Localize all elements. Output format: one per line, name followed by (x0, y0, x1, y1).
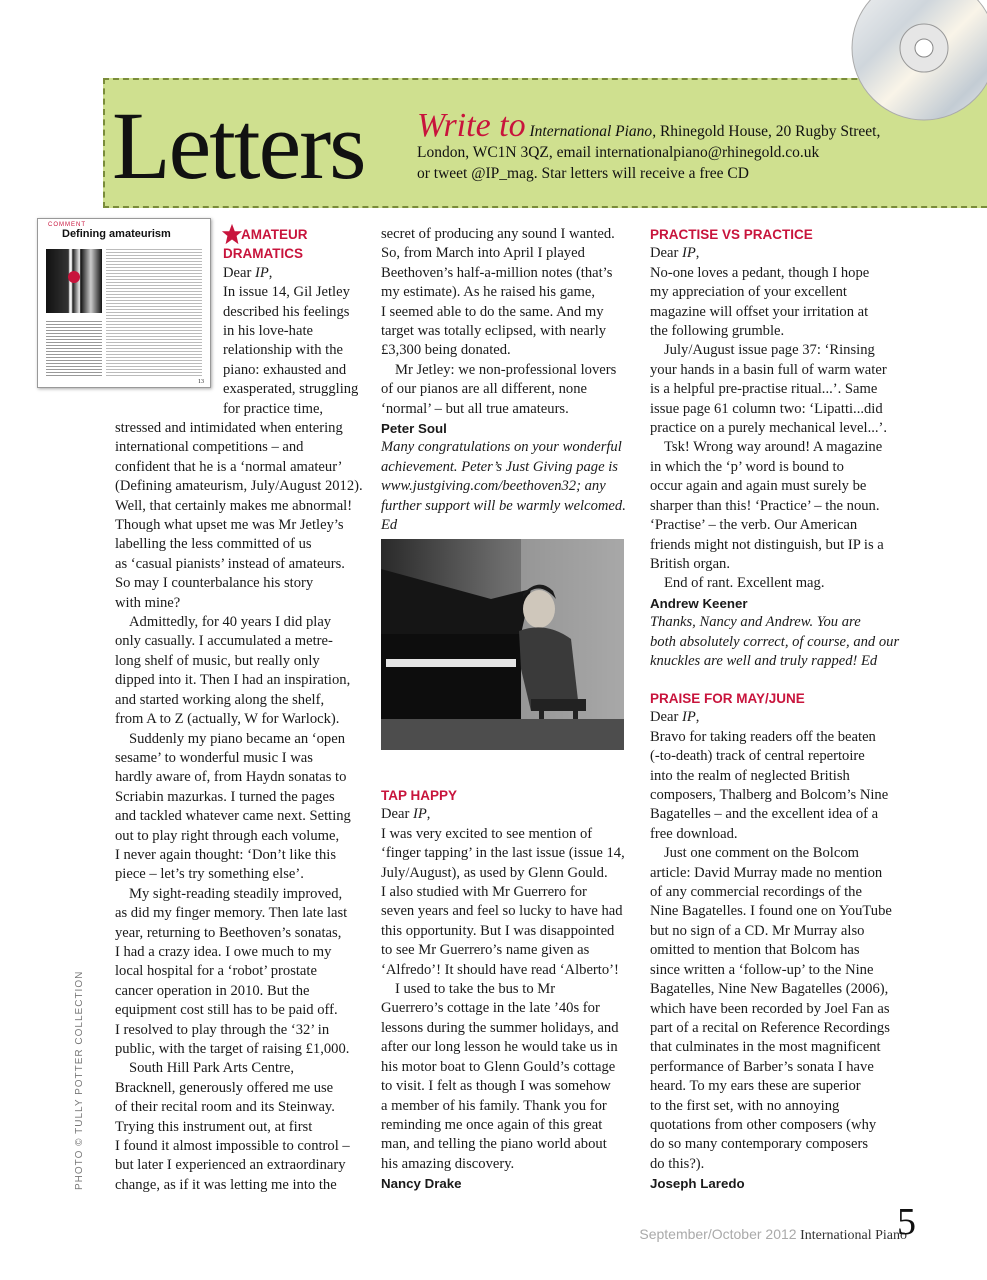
letter1-para1 (223, 283, 368, 419)
footer-magazine: International Piano (800, 1228, 907, 1243)
text-line: described his feelings (223, 303, 350, 320)
text-line: change, as if it was letting me into the (115, 1176, 337, 1193)
text-line: exasperated, struggling (223, 381, 359, 398)
letter1-cont-para1 (381, 225, 631, 361)
text-line: cancer operation in 2010. But the (115, 982, 310, 999)
text-line: lessons during the summer holidays, and (381, 1019, 619, 1036)
text-line: Tsk! Wrong way around! A magazine (664, 439, 883, 456)
text-line: sharper than this! ‘Practice’ – the noun. (650, 497, 880, 514)
letter1-salutation: Dear IP, (223, 264, 273, 281)
thumbnail-page-number: 13 (198, 379, 204, 385)
text-line: the following grumble. (650, 323, 785, 340)
text-line: into the realm of neglected British (650, 767, 850, 784)
text-line: Trying this instrument out, at first (115, 1118, 313, 1135)
photo-credit: PHOTO © TULLY POTTER COLLECTION (74, 970, 85, 1190)
thumbnail-heading: Defining amateurism (62, 228, 171, 240)
letter4-heading: PRAISE FOR MAY/JUNE (650, 691, 805, 706)
text-line: Beethoven’s half-a-million notes (that’s (381, 264, 613, 281)
text-line: Just one comment on the Bolcom (664, 845, 859, 862)
text-line: and tackled whatever came next. Setting (115, 808, 351, 825)
letter1-body (115, 419, 368, 1195)
text-line: composers, Thalberg and Bolcom’s Nine (650, 787, 889, 804)
text-line: I found it almost impossible to control – (115, 1138, 350, 1155)
letter1-para3 (115, 730, 368, 885)
text-line: as did my finger memory. Then late last (115, 905, 348, 922)
text-line: out to play right through each volume, (115, 827, 340, 844)
letter2-para1 (381, 825, 631, 980)
text-line: free download. (650, 825, 738, 842)
text-line: (-to-death) track of central repertoire (650, 748, 865, 765)
text-line: but later I experienced an extraordinary (115, 1157, 346, 1174)
text-line: equipment cost still has to be paid off. (115, 1002, 338, 1019)
address-line-1: , Rhinegold House, 20 Rugby Street, (652, 123, 881, 140)
text-line: stressed and intimidated when entering (115, 420, 343, 436)
article-thumbnail (37, 218, 211, 388)
text-line: international competitions – and (115, 439, 304, 456)
text-line: local hospital for a ‘robot’ prostate (115, 963, 317, 980)
text-line: to the first set, with no annoying (650, 1097, 840, 1114)
text-line: for practice time, (223, 400, 324, 417)
text-line: target was totally eclipsed, with nearly (381, 323, 607, 340)
text-line: Bravo for taking readers off the beaten (650, 728, 876, 745)
text-line: Bagatelles – and the excellent idea of a (650, 806, 879, 823)
text-line: I seemed able to do the same. And my (381, 303, 604, 320)
text-line: magazine will offset your irritation at (650, 303, 869, 320)
text-line: ‘normal’ – but all true amateurs. (381, 400, 569, 417)
letter4 (650, 689, 900, 1194)
letter1-heading-1: AMATEUR (241, 227, 308, 242)
text-line: with mine? (115, 594, 181, 611)
page-footer (639, 1226, 907, 1244)
text-line: secret of producing any sound I wanted. (381, 226, 615, 242)
text-line: your hands in a basin full of warm water (650, 361, 887, 378)
rose-icon (68, 271, 80, 283)
text-line: In issue 14, Gil Jetley (223, 284, 350, 301)
text-line: relationship with the (223, 342, 343, 359)
text-line: is a helpful pre-practise ritual...’. Same (650, 381, 878, 398)
letter2-para2 (381, 980, 631, 1174)
page-title: Letters (112, 92, 365, 199)
letter3-heading: PRACTISE VS PRACTICE (650, 227, 813, 242)
text-line: long shelf of music, but really only (115, 652, 320, 669)
text-line: quotations from other composers (why (650, 1116, 877, 1133)
text-line: I never again thought: ‘Don’t like this (115, 846, 337, 863)
text-line: of their recital room and its Steinway. (115, 1099, 335, 1116)
text-line: piano: exhausted and (223, 361, 347, 378)
write-to-label: Write to (417, 107, 526, 144)
text-line: of our pianos are all different, none (381, 381, 587, 398)
text-line: I was very excited to see mention of (381, 825, 593, 842)
text-line: Bracknell, generously offered me use (115, 1079, 334, 1096)
text-line: Suddenly my piano became an ‘open (129, 730, 346, 747)
text-line: which have been recorded by Joel Fan as (650, 1000, 890, 1017)
text-line: No-one loves a pedant, though I hope (650, 264, 870, 281)
text-line: do this?). (650, 1155, 705, 1172)
text-line: further support will be warmly welcomed. Ed (381, 497, 626, 534)
text-line: achievement. Peter’s Just Giving page is (381, 458, 618, 475)
text-line: in which the ‘p’ word is bound to (650, 458, 844, 475)
text-line: both absolutely correct, of course, and our (650, 633, 900, 650)
letter4-signature: Joseph Laredo (650, 1176, 745, 1192)
letter3-para2 (650, 341, 900, 438)
text-line: July/August), as used by Glenn Gould. (381, 864, 608, 881)
text-line: my estimate). As he raised his game, (381, 284, 595, 301)
letter3-para4 (650, 574, 900, 593)
text-line: my appreciation of your excellent (650, 284, 847, 301)
text-line: to see Mr Guerrero’s name given as (381, 942, 590, 959)
letter4-salutation: Dear IP, (650, 709, 700, 726)
text-line: a member of his family. Thank you for (381, 1097, 607, 1114)
text-line: man, and telling the piano world about (381, 1136, 607, 1153)
address-line-3: or tweet @IP_mag. Star letters will receive a free CD (417, 165, 749, 182)
text-line: End of rant. Excellent mag. (664, 575, 825, 592)
text-line: friends might not distinguish, but IP is a (650, 536, 884, 553)
text-line: I also studied with Mr Guerrero for (381, 884, 587, 901)
text-line: that culminates in the most magnificent (650, 1039, 881, 1056)
letter1-para5 (115, 1059, 368, 1195)
text-line: year, returning to Beethoven’s sonatas, (115, 924, 342, 941)
text-line: dipped into it. Then I had an inspiration, (115, 672, 351, 689)
text-line: article: David Murray made no mention (650, 864, 883, 881)
text-line: to visit. I felt as though I was somehow (381, 1078, 611, 1095)
text-line: piece – let’s try something else’. (115, 866, 304, 883)
letter1-para1-cont (115, 419, 368, 613)
text-line: www.justgiving.com/beethoven32; any (381, 478, 606, 495)
text-line: public, with the target of raising £1,000. (115, 1041, 350, 1057)
letter2 (381, 786, 631, 1194)
thumbnail-tag: COMMENT (48, 222, 86, 228)
text-line: July/August issue page 37: ‘Rinsing (664, 342, 875, 359)
text-line: I resolved to play through the ‘32’ in (115, 1021, 330, 1038)
pianist-photo (381, 539, 624, 750)
letter3 (650, 225, 900, 671)
text-line: in his love-hate (223, 323, 313, 340)
thumbnail-text (106, 247, 202, 377)
text-line: Thanks, Nancy and Andrew. You are (650, 614, 861, 631)
thumbnail-text-left (46, 319, 102, 377)
text-line: Admittedly, for 40 years I did play (129, 614, 332, 631)
text-line: as ‘casual pianists’ instead of amateurs. (115, 555, 345, 572)
text-line: knuckles are well and truly rapped! Ed (650, 652, 878, 669)
footer-date: September/October 2012 (639, 1226, 797, 1242)
letter1-editor-reply (381, 438, 631, 535)
text-line: sesame’ to wonderful music I was (115, 749, 313, 766)
address-line-2: London, WC1N 3QZ, email internationalpiano@rhinegold.co.uk (417, 144, 820, 161)
text-line: do so many contemporary composers (650, 1136, 869, 1153)
text-line: omitted to mention that Bolcom has (650, 942, 860, 959)
text-line: My sight-reading steadily improved, (129, 885, 343, 902)
letter1-heading-2: DRAMATICS (223, 246, 303, 262)
text-line: hardly aware of, from Haydn sonatas to (115, 769, 347, 786)
page-number: 5 (897, 1201, 916, 1243)
text-line: only casually. I accumulated a metre- (115, 633, 333, 650)
text-line: I had a crazy idea. I owe much to my (115, 943, 332, 960)
text-line: ‘Alfredo’! It should have read ‘Alberto’! (381, 961, 619, 978)
text-line: seven years and feel so lucky to have had (381, 903, 623, 920)
text-line: of any commercial recordings of the (650, 884, 862, 901)
letter4-para2 (650, 844, 900, 1174)
text-line: Scriabin mazurkas. I turned the pages (115, 788, 335, 805)
text-line: So, from March into April I played (381, 245, 585, 262)
text-line: I used to take the bus to Mr (395, 981, 556, 998)
text-line: this opportunity. But I was disappointed (381, 922, 615, 939)
write-to-block (417, 107, 937, 184)
text-line: Nine Bagatelles. I found one on YouTube (650, 903, 892, 920)
letter3-para3 (650, 438, 900, 574)
text-line: ‘Practise’ – the verb. Our American (650, 517, 858, 534)
text-line: British organ. (650, 555, 730, 572)
text-line: and started working along the shelf, (115, 691, 325, 708)
text-line: from A to Z (actually, W for Warlock). (115, 711, 340, 728)
text-line: Bagatelles, Nine New Bagatelles (2006), (650, 981, 889, 998)
letter1-signature: Peter Soul (381, 421, 447, 437)
text-line: heard. To my ears these are superior (650, 1078, 861, 1095)
letter3-para1 (650, 264, 900, 342)
text-line: issue page 61 column two: ‘Lipatti...did (650, 400, 883, 417)
text-line: reminding me once again of this great (381, 1116, 603, 1133)
cd-disc-icon (838, 0, 987, 125)
text-line: Mr Jetley: we non-professional lovers (395, 361, 617, 378)
letter3-salutation: Dear IP, (650, 245, 700, 262)
text-line: (Defining amateurism, July/August 2012). (115, 478, 363, 495)
letter4-para1 (650, 728, 900, 844)
letter1-para4 (115, 885, 368, 1060)
text-line: £3,300 being donated. (381, 342, 511, 359)
text-line: his amazing discovery. (381, 1155, 515, 1172)
text-line: Many congratulations on your wonderful (381, 439, 622, 456)
letter1-cont-para2 (381, 361, 631, 419)
text-line: since written a ‘follow-up’ to the Nine (650, 961, 874, 978)
text-line: part of a recital on Reference Recordings (650, 1019, 890, 1036)
letter1-continued (381, 225, 631, 536)
text-line: after our long lesson he would take us in (381, 1039, 618, 1056)
text-line: practice on a purely mechanical level...’. (650, 420, 888, 437)
letter2-salutation: Dear IP, (381, 806, 431, 823)
letter3-signature: Andrew Keener (650, 595, 748, 611)
letter2-heading: TAP HAPPY (381, 788, 458, 803)
text-line: South Hill Park Arts Centre, (129, 1060, 294, 1077)
text-line: but no sign of a CD. Mr Murray also (650, 922, 865, 939)
text-line: Well, that certainly makes me abnormal! (115, 497, 353, 514)
text-line: confident that he is a ‘normal amateur’ (115, 458, 343, 475)
text-line: ‘finger tapping’ in the last issue (issue 14, (381, 845, 625, 862)
text-line: Though what upset me was Mr Jetley’s (115, 517, 344, 534)
letter2-signature: Nancy Drake (381, 1176, 462, 1192)
magazine-name: International Piano (529, 123, 653, 140)
text-line: labelling the less committed of us (115, 536, 312, 553)
text-line: Guerrero’s cottage in the late ’40s for (381, 1000, 600, 1017)
letter1-top (223, 225, 368, 419)
text-line: performance of Barber’s sonata I have (650, 1058, 874, 1075)
letter3-editor-reply (650, 613, 900, 671)
letter1-para2 (115, 613, 368, 729)
text-line: his motor boat to Glenn Gould’s cottage (381, 1058, 616, 1075)
text-line: occur again and again must surely be (650, 478, 867, 495)
text-line: So may I counterbalance his story (115, 575, 314, 592)
